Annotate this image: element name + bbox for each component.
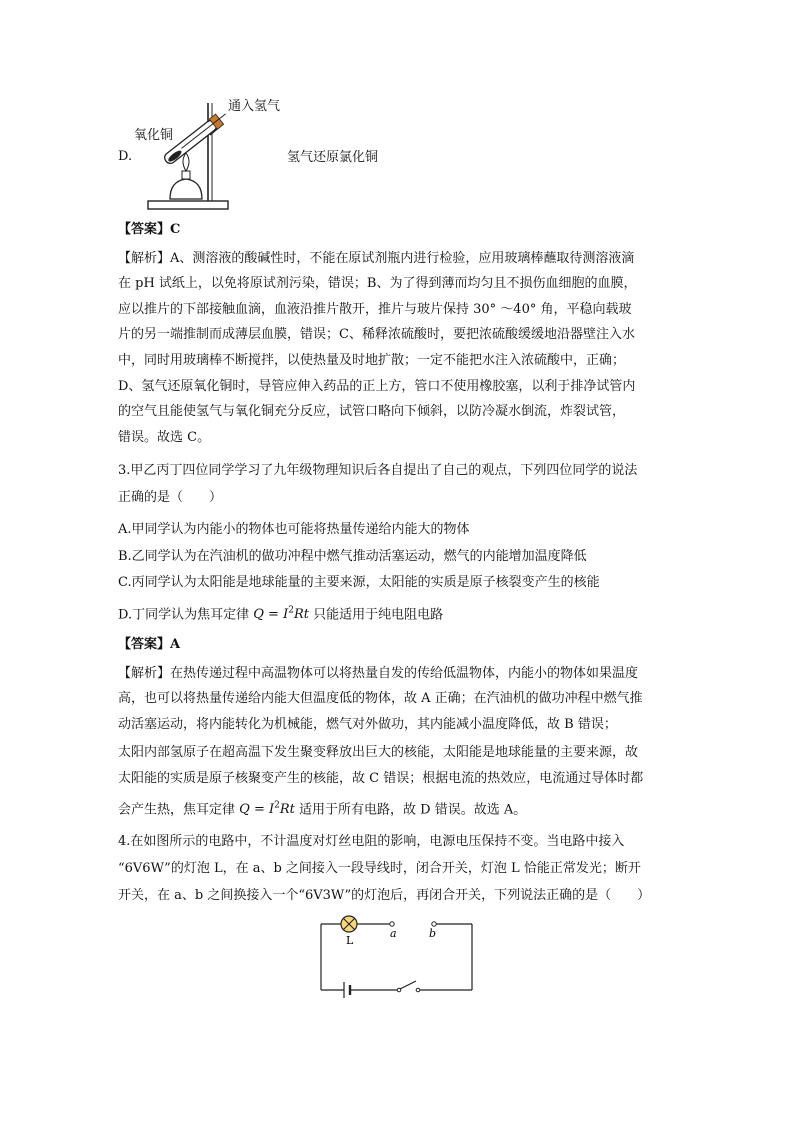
- figure-d-gas-label: 通入氢气: [228, 99, 281, 114]
- circuit-diagram: [315, 912, 485, 1002]
- q3-option-c: C.丙同学认为太阳能是地球能量的主要来源，太阳能的实质是原子核裂变产生的核能: [118, 575, 600, 590]
- q4-stem-line: 开关，在 a、b 之间换接入一个“6V3W”的灯泡后，再闭合开关，下列说法正确的是（ ）: [118, 888, 651, 903]
- point-a-label: a: [390, 927, 397, 940]
- q3-option-d-text: D.丁同学认为焦耳定律: [118, 607, 250, 623]
- q2-analysis-line: 的空气且能使氢气与氧化铜充分反应，试管口略向下倾斜，以防冷凝水倒流，炸裂试管，: [118, 404, 626, 419]
- q3-analysis-line: 太阳内部氢原子在超高温下发生聚变释放出巨大的核能，太阳能是地球能量的主要来源，故: [118, 745, 639, 760]
- q3-analysis-line: 【解析】在热传递过程中高温物体可以将热量自发的传给低温物体，内能小的物体如果温度: [118, 666, 639, 681]
- joule-law-formula: $Q = I^2Rt$: [253, 606, 309, 623]
- q4-stem-line: 4.在如图所示的电路中，不计温度对灯丝电阻的影响，电源电压保持不变。当电路中接入: [118, 834, 625, 849]
- q3-analysis-line: 太阳能的实质是原子核聚变产生的核能，故 C 错误；根据电流的热效应，电流通过导体时都: [118, 771, 644, 786]
- q2-analysis-line: 应以推片的下部接触血滴，血液沿推片散开，推片与玻片保持 30° ～40° 角，平稳向载玻: [118, 302, 632, 317]
- joule-law-formula: $Q = I^2Rt$: [239, 801, 295, 818]
- q3-answer: 【答案】A: [118, 637, 181, 652]
- q3-option-d-text-tail: 只能适用于纯电阻电路: [313, 607, 444, 623]
- q3-analysis-line: 动活塞运动，将内能转化为机械能，燃气对外做功，其内能减小温度降低，故 B 错误；: [118, 717, 617, 732]
- q3-option-d: [118, 603, 443, 623]
- q3-stem-line: 3.甲乙丙丁四位同学学习了九年级物理知识后各自提出了自己的观点，下列四位同学的说法: [118, 463, 638, 478]
- hydrogen-reduction-apparatus-diagram: [140, 95, 240, 215]
- option-d-letter: D.: [118, 149, 133, 164]
- q2-analysis-line: 在 pH 试纸上，以免将原试剂污染，错误；B、为了得到薄而均匀且不损伤血细胞的血膜，: [118, 276, 637, 291]
- q2-analysis-line: 【解析】A、测溶液的酸碱性时，不能在原试剂瓶内进行检验，应用玻璃棒蘸取待测溶液滴: [118, 251, 635, 266]
- lamp-label: L: [346, 934, 354, 947]
- q2-analysis-line: 中，同时用玻璃棒不断搅拌，以使热量及时地扩散；一定不能把水注入浓硫酸中，正确；: [118, 353, 626, 368]
- q3-analysis-last-line: 会产生热，焦耳定律 $Q = I^2Rt$ 适用于所有电路，故 D 错误。故选 A。: [118, 801, 527, 818]
- q3-analysis-line: 高，也可以将热量传递给内能大但温度低的物体，故 A 正确；在汽油机的做功冲程中燃气推: [118, 691, 643, 706]
- q2-analysis-line: D、氢气还原氧化铜时，导管应伸入药品的正上方，管口不使用橡胶塞，以利于排净试管内: [118, 379, 636, 394]
- q2-answer: 【答案】C: [118, 222, 181, 237]
- q2-analysis-line: 错误。故选 C。: [118, 430, 211, 445]
- figure-d-caption: 氢气还原氯化铜: [287, 150, 379, 165]
- q4-stem-line: “6V6W”的灯泡 L，在 a、b 之间接入一段导线时，闭合开关，灯泡 L 恰能正常发光；断开: [118, 861, 641, 876]
- q3-option-b: B.乙同学认为在汽油机的做功冲程中燃气推动活塞运动，燃气的内能增加温度降低: [118, 549, 587, 564]
- figure-d-oxide-label: 氧化铜: [134, 128, 174, 143]
- q2-analysis-line: 片的另一端推制而成薄层血膜，错误；C、稀释浓硫酸时，要把浓硫酸缓缓地沿器壁注入水: [118, 327, 635, 342]
- point-b-label: b: [429, 927, 437, 940]
- q3-stem-line: 正确的是（ ）: [118, 490, 223, 505]
- q3-option-a: A.甲同学认为内能小的物体也可能将热量传递给内能大的物体: [118, 522, 470, 537]
